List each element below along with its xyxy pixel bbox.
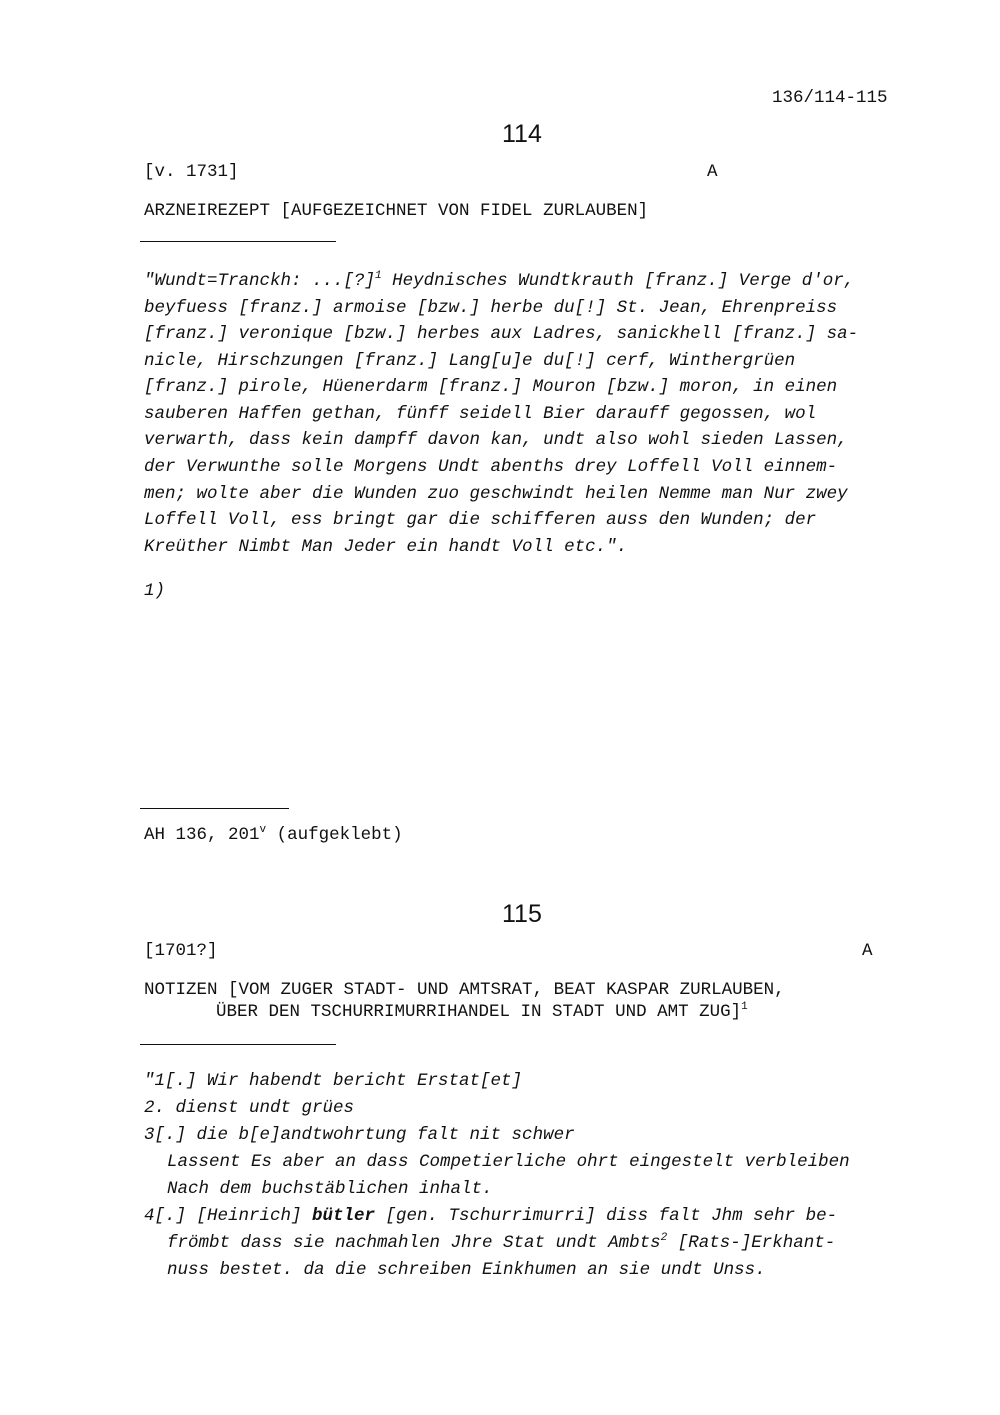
source-divider-114 [140, 808, 289, 809]
body-line-10: Loffell Voll, ess bringt gar die schifferen auss den Wunden; der [144, 510, 817, 530]
document-date-114: [v. 1731] [144, 162, 239, 182]
body-line-9: men; wolte aber die Wunden zuo geschwindt heilen Nemme man Nur zwey [144, 484, 848, 504]
body-line-1: "Wundt=Tranckh: ...[?]$^1$ Heydnisches Wundtkrauth [franz.] Verge d'or, [144, 270, 855, 291]
body-line-11: Kreüther Nimbt Man Jeder ein handt Voll etc.". [144, 537, 628, 557]
list-item-4-continuation-1: frömbt dass sie nachmahlen Jhre Stat undt Ambts$^2$ [Rats-]Erkhant- [167, 1232, 836, 1253]
document-title-114: ARZNEIREZEPT [AUFGEZEICHNET VON FIDEL ZURLAUBEN] [144, 201, 649, 221]
document-number-114: 114 [502, 120, 542, 148]
list-item-4: 4[.] [Heinrich] bütler [gen. Tschurrimurri] diss falt Jhm sehr be- [144, 1206, 838, 1226]
document-letter-115: A [862, 941, 873, 961]
footnote-marker: 1 [375, 270, 382, 282]
title-divider-115 [140, 1044, 336, 1045]
footnote-marker: 1 [741, 1001, 748, 1013]
list-item-3-continuation-2: Nach dem buchstäblichen inhalt. [167, 1179, 493, 1199]
document-title-115-line-2: ÜBER DEN TSCHURRIMURRIHANDEL IN STADT UND AMT ZUG]$^1$ [216, 1001, 748, 1022]
document-title-115-line-1: NOTIZEN [VOM ZUGER STADT- UND AMTSRAT, BEAT KASPAR ZURLAUBEN, [144, 980, 785, 1000]
list-item-1: "1[.] Wir habendt bericht Erstat[et] [144, 1071, 523, 1091]
body-line-8: der Verwunthe solle Morgens Undt abenths drey Loffell Voll einnem- [144, 457, 838, 477]
document-date-115: [1701?] [144, 941, 218, 961]
footnote-114: 1) [144, 581, 166, 601]
list-item-2: 2. dienst undt grües [144, 1098, 355, 1118]
title-divider-114 [140, 241, 336, 242]
document-letter-114: A [707, 162, 718, 182]
list-item-3: 3[.] die b[e]andtwohrtung falt nit schwer [144, 1125, 575, 1145]
body-line-3: [franz.] veronique [bzw.] herbes aux Ladres, sanickhell [franz.] sa- [144, 324, 859, 344]
body-line-7: verwarth, dass kein dampff davon kan, undt also wohl sieden Lassen, [144, 430, 848, 450]
body-line-2: beyfuess [franz.] armoise [bzw.] herbe du[!] St. Jean, Ehrenpreiss [144, 298, 838, 318]
footnote-marker: 2 [660, 1232, 668, 1244]
list-item-3-continuation-1: Lassent Es aber an dass Competierliche ohrt eingestelt verbleiben [167, 1152, 850, 1172]
body-line-5: [franz.] pirole, Hüenerdarm [franz.] Mouron [bzw.] moron, in einen [144, 377, 838, 397]
bold-name: bütler [312, 1206, 376, 1226]
document-number-115: 115 [502, 900, 542, 928]
body-line-6: sauberen Haffen gethan, fünff seidell Bier darauff gegossen, wol [144, 404, 817, 424]
body-line-4: nicle, Hirschzungen [franz.] Lang[u]e du[!] cerf, Winthergrüen [144, 351, 796, 371]
page-reference: 136/114-115 [772, 88, 888, 108]
list-item-4-continuation-2: nuss bestet. da die schreiben Einkhumen an sie undt Unss. [167, 1260, 766, 1280]
source-reference-114: AH 136, 201$^v$ (aufgeklebt) [144, 824, 403, 845]
